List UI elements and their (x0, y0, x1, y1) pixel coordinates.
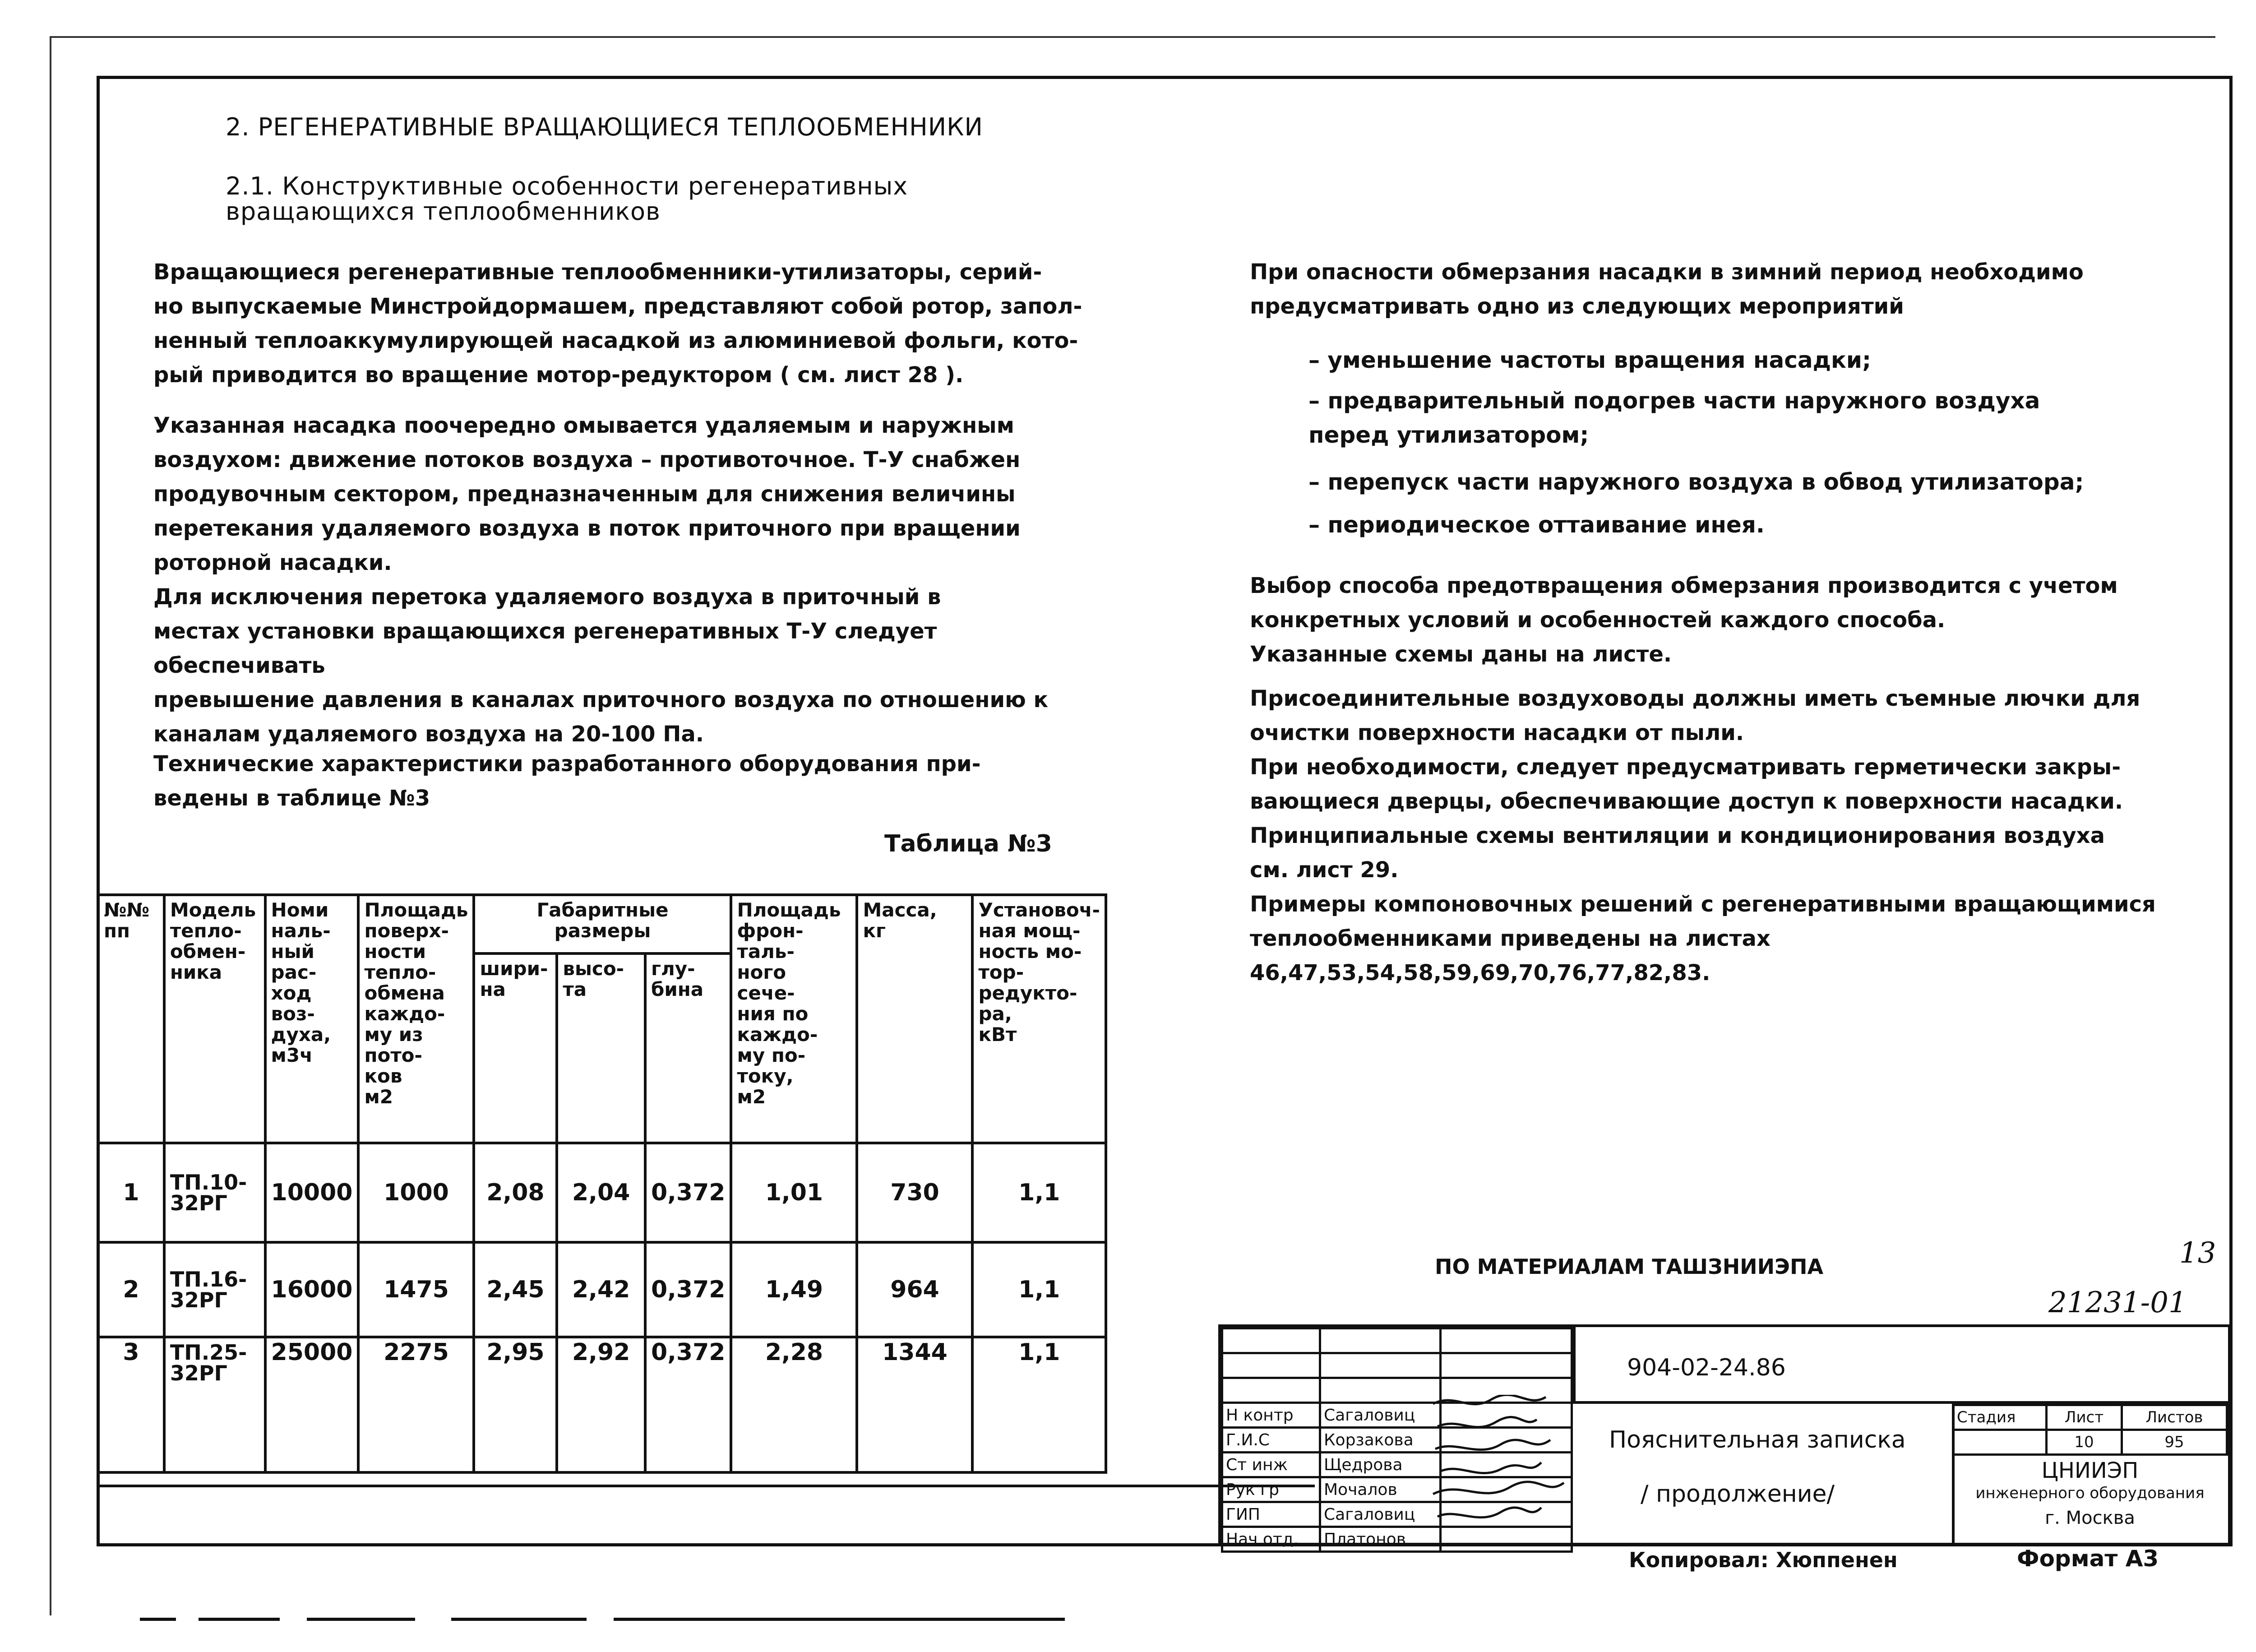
th-area: Площадь поверх- ности тепло- обмена каждо- му из пото- ков м2 (358, 895, 474, 1143)
th-model: Модель тепло- обмен- ника (164, 895, 265, 1143)
outer-border-left (50, 36, 51, 1615)
cell-height: 2,92 (557, 1337, 645, 1472)
right-paragraph-2: Присоединительные воздуховоды должны иметь съемные лючки для очистки поверхности насадки от пыли. При необходимости, следует предусматривать герметически закры- вающиеся дверцы, обеспечивающие доступ к поверхности насадки. Принципиальные схемы вентиляции и кондиционирования воздуха см. лист 29. Примеры компоновочных решений с регенеративными вращающимися теплообменниками приведены на листах 46,47,53,54,58,59,69,70,76,77,82,83. (1250, 686, 2156, 986)
cell-area: 2275 (358, 1337, 474, 1472)
copied-by: Копировал: Хюппенен (1629, 1548, 1898, 1572)
sheet-label: Лист (2047, 1405, 2122, 1430)
format-label: Формат А3 (2017, 1546, 2159, 1572)
th-front: Площадь фрон- таль- ного сече- ния по каждо- му по- току, м2 (731, 895, 857, 1143)
th-flow: Номи наль- ный рас- ход воз- духа, м3ч (265, 895, 359, 1143)
sheet-number: 13 (2179, 1236, 2216, 1270)
cell-flow: 10000 (265, 1143, 359, 1242)
cell-num: 1 (98, 1143, 164, 1242)
scan-dash (451, 1618, 587, 1621)
source-note: ПО МАТЕРИАЛАМ ТАШЗНИИЭПА (1435, 1254, 1824, 1279)
cell-depth: 0,372 (645, 1143, 731, 1242)
doc-code: 904-02-24.86 (1627, 1354, 1786, 1381)
paragraph-1: Вращающиеся регенеративные теплообменники-утилизаторы, серий- но выпускаемые Минстройдормашем, представляют собой ротор, запол- ненный теплоаккумулирующей насадкой из алюминиевой фольги, кото- рый приводится во вращение мотор-редуктором ( см. лист 28 ). (153, 259, 1082, 388)
scan-dash (140, 1618, 176, 1621)
paragraph-2: Указанная насадка поочередно омывается удаляемым и наружным воздухом: движение потоков воздуха – противоточное. Т-У снабжен продувочным сектором, предназначенным для снижения величины перетекания удаляемого воздуха в поток приточного при вращении роторной насадки. (153, 413, 1021, 575)
cell-power: 1,1 (972, 1242, 1106, 1337)
paragraph-4: Технические характеристики разработанного оборудования при- ведены в таблице №3 (153, 751, 981, 811)
cell-model: ТП.16- 32РГ (164, 1242, 265, 1337)
bullet-3: – перепуск части наружного воздуха в обвод утилизатора; (1308, 469, 2084, 495)
cell-model: ТП.25- 32РГ (164, 1337, 265, 1472)
signature-row: Г.И.С Корзакова (1222, 1428, 1572, 1453)
th-width: шири- на (474, 953, 557, 1143)
cell-mass: 1344 (857, 1337, 972, 1472)
title-block (1218, 1324, 2231, 1549)
sheet-info (1952, 1404, 2228, 1456)
org-city: г. Москва (2045, 1508, 2135, 1528)
spec-table (97, 893, 1107, 1474)
cell-flow: 16000 (265, 1242, 359, 1337)
th-mass: Масса, кг (857, 895, 972, 1143)
signature-row: Н контр Сагаловиц (1222, 1403, 1572, 1428)
section-title: 2. РЕГЕНЕРАТИВНЫЕ ВРАЩАЮЩИЕСЯ ТЕПЛООБМЕННИКИ (226, 113, 983, 141)
signature-row: Ст инж Щедрова (1222, 1453, 1572, 1477)
table-header-row (98, 895, 1106, 953)
cell-front: 1,01 (731, 1143, 857, 1242)
th-num: №№ пп (98, 895, 164, 1143)
signatures-scribble (1428, 1395, 1573, 1539)
scan-dash (307, 1618, 415, 1621)
scan-dash (199, 1618, 280, 1621)
cell-power: 1,1 (972, 1337, 1106, 1472)
th-dims: Габаритные размеры (474, 895, 731, 953)
signature-row: Рук гр Мочалов (1222, 1477, 1572, 1502)
bullet-2: – предварительный подогрев части наружного воздуха перед утилизатором; (1308, 388, 2040, 448)
table-row (98, 1242, 1106, 1337)
cell-mass: 730 (857, 1143, 972, 1242)
cell-power: 1,1 (972, 1143, 1106, 1242)
cell-mass: 964 (857, 1242, 972, 1337)
cell-area: 1000 (358, 1143, 474, 1242)
cell-area: 1475 (358, 1242, 474, 1337)
cell-flow: 25000 (265, 1337, 359, 1472)
cell-width: 2,95 (474, 1337, 557, 1472)
org-name: ЦНИИЭП (2041, 1458, 2139, 1483)
outer-border-top (50, 36, 2215, 38)
subsection-title: 2.1. Конструктивные особенности регенеративных вращающихся теплообменников (226, 172, 908, 226)
cell-num: 2 (98, 1242, 164, 1337)
scan-dash (614, 1618, 1065, 1621)
bullet-1: – уменьшение частоты вращения насадки; (1308, 347, 1871, 373)
table-bottom-line (97, 1485, 1315, 1487)
org-department: инженерного оборудования (1975, 1484, 2205, 1502)
table-row (98, 1143, 1106, 1242)
sheets-value: 95 (2122, 1430, 2227, 1455)
cell-model: ТП.10- 32РГ (164, 1143, 265, 1242)
cell-num: 3 (98, 1337, 164, 1472)
doc-subtitle: / продолжение/ (1641, 1481, 1835, 1508)
th-depth: глу- бина (645, 953, 731, 1143)
table-row (98, 1337, 1106, 1472)
doc-title: Пояснительная записка (1609, 1426, 1906, 1453)
cell-depth: 0,372 (645, 1337, 731, 1472)
table-caption: Таблица №3 (884, 830, 1052, 857)
inventory-number: 21231-01 (2048, 1286, 2187, 1319)
bullet-4: – периодическое оттаивание инея. (1308, 512, 1765, 538)
paragraph-3: Для исключения перетока удаляемого воздуха в приточный в местах установки вращающихся регенеративных Т-У следует обеспечивать превышение давления в каналах приточного воздуха по отношению к каналам удаляемого воздуха на 20-100 Па. (153, 584, 1049, 747)
cell-depth: 0,372 (645, 1242, 731, 1337)
right-paragraph-1: Выбор способа предотвращения обмерзания производится с учетом конкретных условий и особенностей каждого способа. Указанные схемы даны на листе. (1250, 573, 2118, 667)
signature-row: Нач отд. Платонов (1222, 1527, 1572, 1552)
cell-front: 2,28 (731, 1337, 857, 1472)
sheets-label: Листов (2122, 1405, 2227, 1430)
cell-height: 2,04 (557, 1143, 645, 1242)
right-intro: При опасности обмерзания насадки в зимний период необходимо предусматривать одно из следующих мероприятий (1250, 259, 2084, 319)
cell-width: 2,45 (474, 1242, 557, 1337)
stage-label: Стадия (1953, 1405, 2047, 1430)
cell-height: 2,42 (557, 1242, 645, 1337)
th-power: Установоч- ная мощ- ность мо- тор-редукто- ра, кВт (972, 895, 1106, 1143)
signature-row: ГИП Сагаловиц (1222, 1502, 1572, 1527)
cell-width: 2,08 (474, 1143, 557, 1242)
sheet-value: 10 (2047, 1430, 2122, 1455)
th-height: высо- та (557, 953, 645, 1143)
cell-front: 1,49 (731, 1242, 857, 1337)
